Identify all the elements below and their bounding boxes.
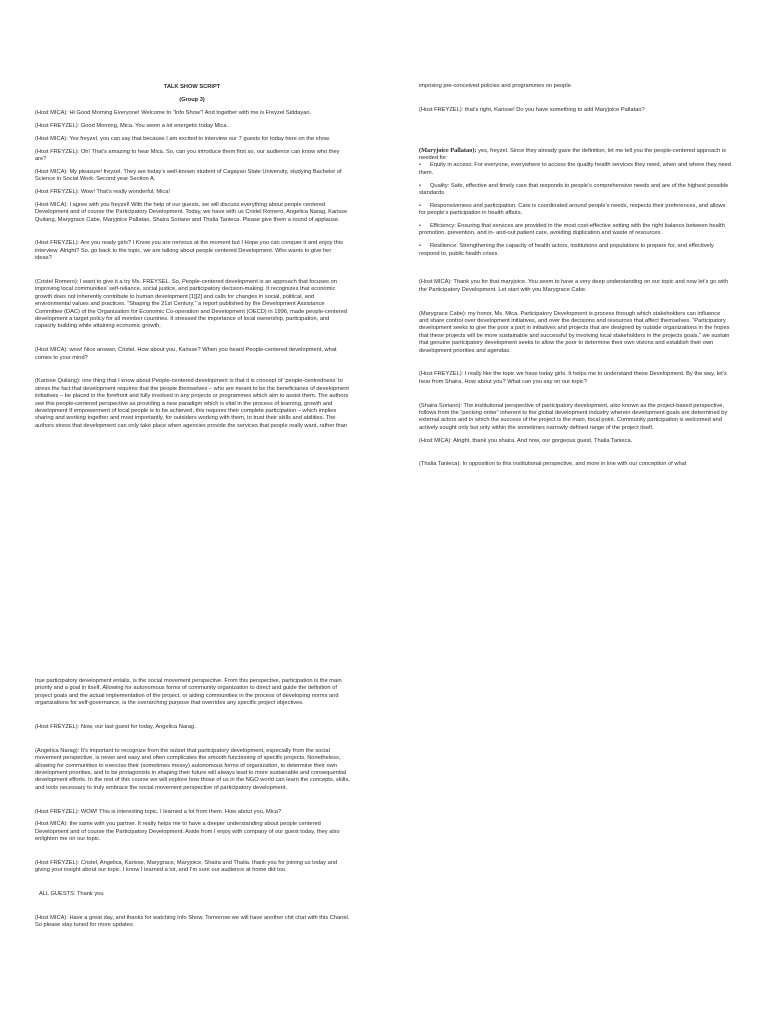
script-subtitle: (Group 3) <box>179 96 205 103</box>
dialogue-line: (Host FREYZEL): Wow! That’s really wonderful, Mica! <box>35 189 170 195</box>
dialogue-line: true participatory development entails, is the social movement perspective. From this perspective, participation is the main priority and a goal in itself. Allowing for autonomous forms of community organization to direct and guide the definition of project goals and the actual implementation of the project, or aiding communities in the process of developing norms and organizations for self-governance, is the overarching purpose that overrides any specific project objectives. <box>35 678 342 707</box>
dialogue-line: (Host FREYZEL): Oh! That’s amazing to hear Mica. So, can you introduce them first so, our audience can know who they are? <box>35 148 340 162</box>
dialogue-line: (Thalia Tanieca): In opposition to this institutional perspective, and more in line with our conception of what <box>419 461 687 468</box>
dialogue-line: (Karisse Quilang): one thing that I know about People-centered development is that it is concept of ‘people-centredness’ to stress the fact that development requires that the people themselves – who are meant to be the beneficiaries of development initiatives – be placed in the forefront and fully involved in any projects or programmes which aim to assist them. The authors see this people-centered perspective as providing a new paradigm which is vital in the process of learning, growth and development If empowerment of local people is to be achieved, this requires their complete participation – which implies sharing and working together and most importantly, for outsiders working with them, to trust their skills and abilities. The authors stress that development can only take place when agencies provide the services that people really want, rather than <box>35 378 349 429</box>
dialogue-line: (Host MICA): Hi Good Morning Everyone! Welcome to “Info Show”! And together with me is Freyzel Siddayao. <box>35 110 312 117</box>
dialogue-line: (Host FREYZEL): Are you ready girls? I Know you are nervous at the moment but I Hope you can conquer it and enjoy this interview. Alright? So, go back to the topic, we are talking about people centered Development. Who wants to give her ideas? <box>35 240 343 262</box>
dialogue-line: (Host MICA): wow! Nice answer, Cristel. How about you, Karisse? When you heard People-centered development, what comes to your mind? <box>35 347 337 361</box>
speaker-name: (Maryjoice Pallatao): <box>419 146 477 154</box>
dialogue-line: ALL GUESTS: Thank you <box>39 891 104 898</box>
dialogue-line: (Host FREYZEL): Good Morning, Mica. You seem a lot energetic today Mica. <box>35 123 229 129</box>
bullet-icon: • <box>419 182 421 189</box>
dialogue-line <box>419 147 731 163</box>
list-item: • Efficiency: Ensuring that services are provided in the most cost-effective setting with the right balance between health promotion, prevention, and in- and-out patient care, avoiding duplication and waste of resources. <box>419 223 725 237</box>
bullet-icon: • <box>419 243 421 250</box>
dialogue-line: (Cristel Romero): I want to give it a try Ms. FREYSEL. So, People-centered development is an approach that focuses on improving local communities’ self-reliance, social justice, and participatory decision-making. It recognizes that economic growth does not inherently contribute to human development [1][2] and calls for changes in social, political, and environmental values and practices. “Shaping the 21st Century,” a report published by the Development Assistance Committee (DAC) of the Organization for Economic Co-operation and Development (OECD) in 1996, made people-centered development a target policy for all member countries. It stressed the importance of local ownership, participation, and capacity building while attaining economic growth. <box>35 279 348 330</box>
dialogue-line: (Angelica Narag): It’s important to recognize from the outset that participatory development, especially from the social movement perspective, is never and easy and often complicates the smooth functioning of specific projects. Nonetheless, allowing for communities to exercise their (sometimes messy) autonomous forms of organization, to determine their own development priorities, and to be protagonists in shaping their future will always lead to more sustainable and consequential development efforts. In the rest of this course we will explore how those of us in the NGO world can learn the concepts, skills, and tools necessary to truly embrace the social movement perspective of participatory development. <box>35 747 350 791</box>
page2-column <box>35 678 351 935</box>
script-title: TALK SHOW SCRIPT <box>163 84 221 90</box>
list-item: • Quality: Safe, effective and timely care that responds to people’s comprehensive needs and are of the highest possible standards. <box>419 182 729 197</box>
dialogue-line: (Host MICA): Alright, thank you shaira. And now, our gorgeous guest, Thalia Tanieca. <box>419 437 633 444</box>
list-item: • Resilience: Strengthening the capacity of health actors, institutions and populations to prepare for, and effectively respond to, public health crises. <box>419 243 714 257</box>
dialogue-line: (Host FREYZEL): that’s right, Karisse! Do you have something to add Maryjoice Pallatao? <box>419 106 645 113</box>
bullet-icon: • <box>419 223 421 230</box>
bullet-icon: • <box>419 202 421 209</box>
dialogue-text: yes, freyzel. Since they already gave the definition, let me tell you the people-centered approach is needed for: <box>419 147 726 161</box>
dialogue-line: (Host FREYZEL): Now, our last guest for today, Angelica Narag. <box>35 724 196 731</box>
dialogue-line: (Host MICA): I agree with you freyzel! With the help of our guests, we will discuss everything about people centered Development and of course the Participatory Development. Today, we have with us Cristel Romero, Angelica Narag, Karisse Quilang, Marygrace Cabe, Maryjoice Pallatao, Shaira Soriano and Thalia Tanieca. Please give them a round of applause. <box>35 201 348 223</box>
dialogue-line: (Host MICA): Thank you for that maryjoice. You seem to have a very deep understanding on our topic and now let’s go with the Participatory Development. Let start with you Marygrace Cabe. <box>419 279 728 293</box>
dialogue-line: (Host MICA): the same with you partner. It really helps me to have a deeper understanding about people centered Development and of course the Participatory Development. Aside from I enjoy with company of our guest today, they also enlighten me on our topic. <box>35 821 340 843</box>
dialogue-line: (Shaira Soriano): The institutional perspective of participatory development, also known as the project-based perspective, follows from the “pecking order” inherent to the global development industry wherein development goals are determined by external actors and in which the success of the project is the main, focal point. Community participation is welcomed and actively sought only but only within the sometimes narrowly defined range of the project itself. <box>419 402 728 431</box>
dialogue-line: (Host MICA): My pleasure! freyzel. They are today’s well-known student of Cagayan State University, studying Bachelor of Science in Social Work. Second year Section A. <box>35 168 342 183</box>
list-item: • Equity in access: For everyone, everywhere to access the quality health services they need, when and where they need them. <box>419 162 731 176</box>
dialogue-line: (Host FREYZEL): WOW! This is interesting topic. I learned a lot from them. How about you, Mica? <box>35 808 282 815</box>
dialogue-line: (Host FREYZEL): Cristel, Angelica, Karisse, Marygrace, Maryjoice, Shaira and Thalia. thank you for joining us today and giving your insight about our topic. I know I learned a lot, and I’m sure our audience at home did too. <box>35 860 338 874</box>
list-item: • Responsiveness and participation: Care is coordinated around people’s needs, respects their preferences, and allows for people’s participation in health affairs. <box>419 202 726 217</box>
dialogue-line: (Marygrace Cabe): my honor, Ms. Mica. Participatory Development is process through which stakeholders can influence and share control over development initiatives, and over the decisions and resources that affect themselves. “Participatory development seeks to give the poor a part in initiatives and projects that are designed by outside organizations in the hopes that these projects will be more sustainable and successful by involving local stakeholders in the projects goals.” we sustain that genuine participatory development seeks to allow the poor to determine their own visions and establish their own development priorities and agendas. <box>419 310 730 354</box>
document-page-2 <box>0 512 768 1024</box>
dialogue-line: (Host FREYZEL): I really like the topic we have today girls. It helps me to understand these Development. By the way, let’s hear from Shaira. How about you? What can you say on our topic? <box>419 371 727 385</box>
bullet-icon: • <box>419 162 421 169</box>
dialogue-line: (Host MICA): Yes freyzel, you can say that because I am excited to interview our 7 guests for today here on the show. <box>35 135 331 142</box>
page1-right-column <box>419 83 731 474</box>
page1-left-column <box>35 84 349 436</box>
dialogue-line: (Host MICA): Have a great day, and thanks for watching Info Show. Tomorrow we will have another chit chat with this Chanel. So please stay tuned for more updates. <box>35 915 350 929</box>
dialogue-line: imposing pre-conceived policies and programmes on people. <box>419 83 573 89</box>
